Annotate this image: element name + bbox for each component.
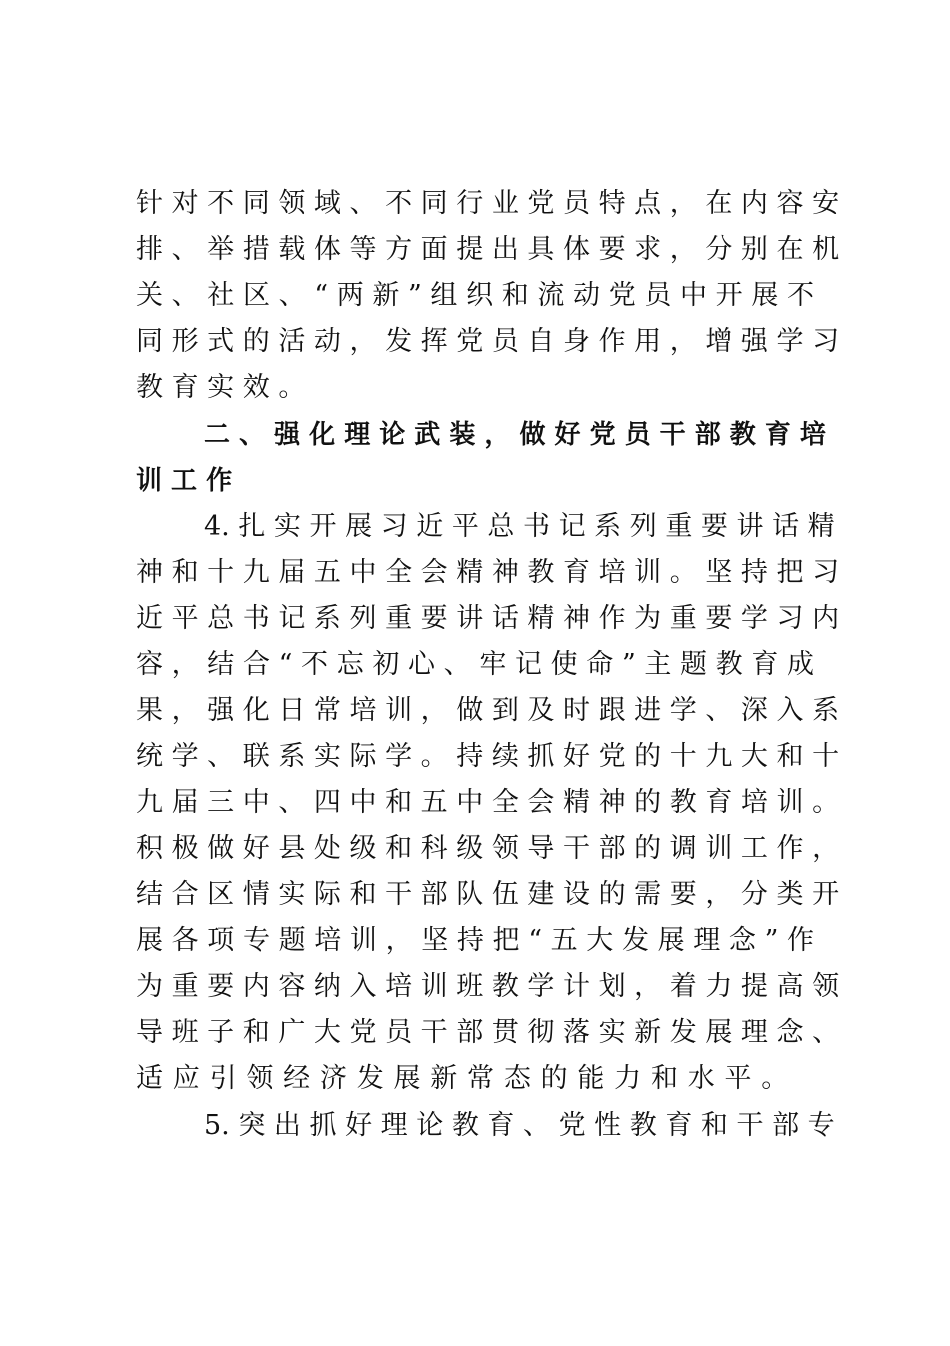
paragraph-line: 九 届 三 中 、 四 中 和 五 中 全 会 精 神 的 教 育 培 训 。: [136, 787, 840, 818]
paragraph-line: 展 各 项 专 题 培 训 ， 坚 持 把 “ 五 大 发 展 理 念 ” 作: [136, 925, 814, 956]
paragraph-line: 导 班 子 和 广 大 党 员 干 部 贯 彻 落 实 新 发 展 理 念 、: [136, 1017, 840, 1048]
paragraph-line: 5. 突 出 抓 好 理 论 教 育 、 党 性 教 育 和 干 部 专: [204, 1110, 835, 1141]
paragraph-line: 积 极 做 好 县 处 级 和 科 级 领 导 干 部 的 调 训 工 作 ，: [136, 833, 840, 864]
paragraph-line: 同 形 式 的 活 动 ， 发 挥 党 员 自 身 作 用 ， 增 强 学 习: [136, 326, 840, 357]
paragraph-line: 针 对 不 同 领 域 、 不 同 行 业 党 员 特 点 ， 在 内 容 安: [136, 188, 840, 219]
section-heading: 训 工 作: [136, 466, 233, 496]
paragraph-line: 为 重 要 内 容 纳 入 培 训 班 教 学 计 划 ， 着 力 提 高 领: [136, 971, 840, 1002]
paragraph-line: 排 、 举 措 载 体 等 方 面 提 出 具 体 要 求 ， 分 别 在 机: [136, 234, 840, 265]
paragraph-line: 4. 扎 实 开 展 习 近 平 总 书 记 系 列 重 要 讲 话 精: [204, 511, 835, 542]
paragraph-line: 近 平 总 书 记 系 列 重 要 讲 话 精 神 作 为 重 要 学 习 内: [136, 603, 840, 634]
paragraph-line: 关 、 社 区 、 “ 两 新 ” 组 织 和 流 动 党 员 中 开 展 不: [136, 280, 814, 311]
paragraph-line: 教 育 实 效 。: [136, 372, 306, 403]
section-heading: 二 、 强 化 理 论 武 装 ， 做 好 党 员 干 部 教 育 培: [204, 420, 826, 450]
paragraph-line: 容 ， 结 合 “ 不 忘 初 心 、 牢 记 使 命 ” 主 题 教 育 成: [136, 649, 814, 680]
paragraph-line: 神 和 十 九 届 五 中 全 会 精 神 教 育 培 训 。 坚 持 把 习: [136, 557, 840, 588]
paragraph-line: 果 ， 强 化 日 常 培 训 ， 做 到 及 时 跟 进 学 、 深 入 系: [136, 695, 840, 726]
paragraph-line: 结 合 区 情 实 际 和 干 部 队 伍 建 设 的 需 要 ， 分 类 开: [136, 879, 840, 910]
paragraph-line: 统 学 、 联 系 实 际 学 。 持 续 抓 好 党 的 十 九 大 和 十: [136, 741, 840, 772]
paragraph-line: 适 应 引 领 经 济 发 展 新 常 态 的 能 力 和 水 平 。: [136, 1063, 789, 1094]
